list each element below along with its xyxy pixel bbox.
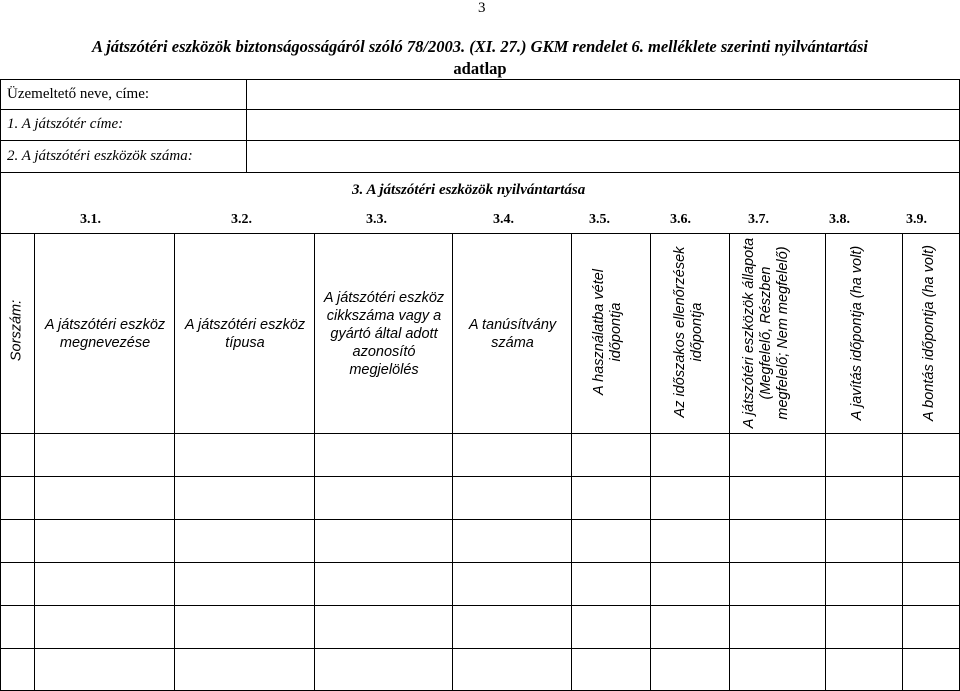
col-number-3-8: 3.8. [829,212,850,227]
table-header-bottom [0,433,960,434]
col-line [174,233,175,691]
registry-title: 3. A játszótéri eszközök nyilvántartása [352,182,586,198]
col-number-3-7: 3.7. [748,212,769,227]
header-equipment-id: A játszótéri eszköz cikkszáma vagy a gyártó által adott azonosító megjelölés [323,290,445,378]
title-line-1: A játszótéri eszközök biztonságosságáról szóló 78/2003. (XI. 27.) GKM rendelet 6. melléklete szerinti nyilvántartási [91,37,868,56]
col-number-3-3: 3.3. [366,212,387,227]
table-row-line [0,476,960,477]
header-repair-date: A javítás időpontja (ha volt) [849,245,865,421]
header-certificate-number: A tanúsítvány száma [468,317,557,351]
row-line-2 [0,140,960,141]
header-demolition-date: A bontás időpontja (ha volt) [921,245,937,421]
col-number-3-2: 3.2. [231,212,252,227]
table-header-top [0,233,960,234]
col-line [729,233,730,691]
col-number-3-1: 3.1. [80,212,101,227]
header-equipment-type: A játszótéri eszköz típusa [184,317,306,351]
col-line [825,233,826,691]
col-line [650,233,651,691]
header-commissioning-date: A használatba vétel időpontja [591,268,624,396]
col-line [34,233,35,691]
header-inspection-dates: Az időszakos ellenőrzések időpontja [672,246,705,418]
table-row-line [0,519,960,520]
col-line [571,233,572,691]
col-line [452,233,453,691]
equipment-count-label: 2. A játszótéri eszközök száma: [7,148,193,164]
col-number-3-4: 3.4. [493,212,514,227]
form-border-top [0,79,960,80]
col-number-3-6: 3.6. [670,212,691,227]
page-title [20,36,940,80]
form-divider [246,79,247,173]
col-line [314,233,315,691]
col-line [902,233,903,691]
col-number-3-9: 3.9. [906,212,927,227]
row-line-3 [0,172,960,173]
row-number-header: Sorszám: [8,299,25,362]
title-line-2: adatlap [453,59,507,78]
table-row-line [0,562,960,563]
col-number-3-5: 3.5. [589,212,610,227]
page-number: 3 [478,0,486,16]
row-line-1 [0,109,960,110]
header-equipment-condition: A játszótéri eszközök állapota (Megfelelő, Részben megfelelő; Nem megfelelő) [741,237,791,429]
table-row-line [0,605,960,606]
form-border-left [0,79,1,691]
table-row-line [0,648,960,649]
playground-address-label: 1. A játszótér címe: [7,116,124,132]
operator-label: Üzemeltető neve, címe: [7,86,150,102]
header-equipment-name: A játszótéri eszköz megnevezése [44,317,166,351]
